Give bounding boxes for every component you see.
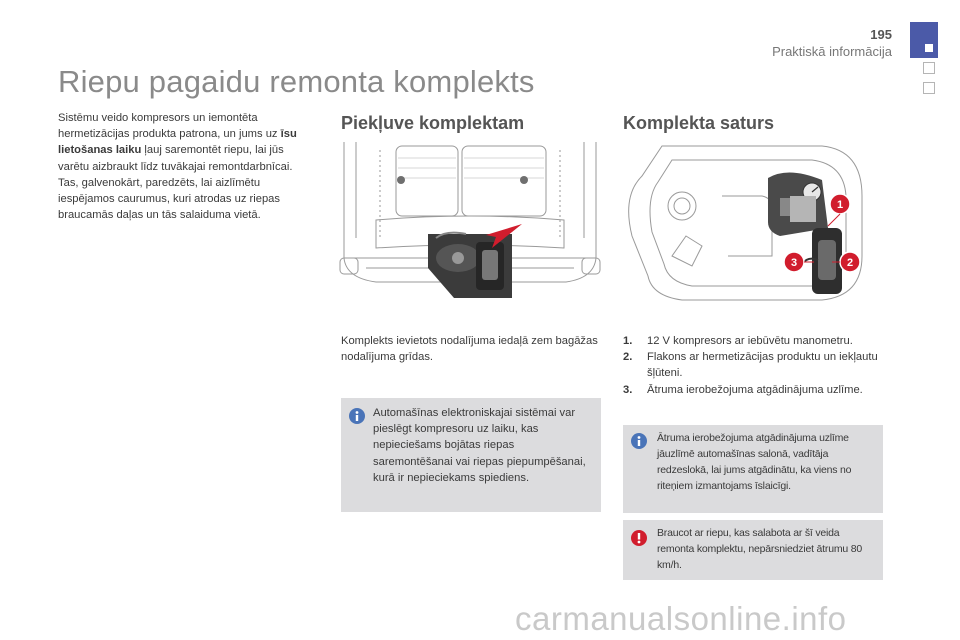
intro-p1-bold: īsu lietošanas laiku	[58, 128, 297, 157]
access-heading: Piekļuve komplektam	[341, 113, 525, 133]
intro-p1-before: Sistēmu veido kompresors un iemontēta hermetizācijas produkta patrona, un jums uz	[58, 112, 281, 141]
item-text: Ātruma ierobežojuma atgādinājuma uzlīme.	[647, 383, 863, 396]
contents-info-text: Ātruma ierobežojuma atgādinājuma uzlīme jāuzlīmē automašīnas salonā, vadītāja redzeslokā, lai jums atgādinātu, ka viens no riteņiem izmantojams īslaicīgi.	[657, 432, 852, 492]
contents-heading: Komplekta saturs	[623, 113, 775, 133]
intro-p2: Tas, galvenokārt, paredzēts, lai aizlīmētu iespējamos caurumus, kuri atrodas uz riepas braucamās daļas un tās salaiduma vietā.	[58, 176, 280, 222]
kit-list	[623, 333, 881, 398]
chapter-tab-empty[interactable]	[923, 62, 935, 74]
callout-2-label: 2	[846, 257, 854, 269]
trunk-illustration	[336, 138, 604, 306]
section-tab[interactable]	[910, 22, 938, 58]
warning-text: Braucot ar riepu, kas salabota ar šī veida remonta komplektu, nepārsniedziet ātrumu 80 km/h.	[657, 527, 863, 571]
info-icon	[631, 433, 647, 449]
intro-p1-after: ļauj saremontēt riepu, lai jūs varētu aizbraukt līdz tuvākajai remontdarbnīcai.	[58, 144, 293, 173]
callout-3-label: 3	[790, 257, 798, 269]
access-info-box	[341, 398, 601, 512]
chapter-tab-empty[interactable]	[923, 82, 935, 94]
page-title: Riepu pagaidu remonta komplekts	[58, 64, 535, 99]
page-number: 195	[870, 27, 892, 42]
intro-text	[58, 110, 308, 223]
item-number: 3.	[623, 383, 633, 396]
item-text: Flakons ar hermetizācijas produktu un iekļautu šļūteni.	[647, 351, 878, 380]
tab-square-icon	[925, 44, 933, 52]
kit-illustration	[612, 136, 868, 312]
list-item	[623, 349, 881, 381]
item-text: 12 V kompresors ar iebūvētu manometru.	[647, 335, 853, 347]
item-number: 1.	[623, 335, 633, 347]
section-title: Praktiskā informācija	[772, 44, 892, 59]
access-text: Komplekts ievietots nodalījuma iedaļā zem bagāžas nodalījuma grīdas.	[341, 335, 598, 364]
callout-1-label: 1	[836, 199, 844, 211]
info-icon	[349, 408, 365, 424]
warning-icon	[631, 530, 647, 546]
warning-box	[623, 520, 883, 580]
item-number: 2.	[623, 351, 633, 364]
list-item	[623, 382, 881, 398]
access-info-text: Automašīnas elektroniskajai sistēmai var pieslēgt kompresoru uz laiku, kas nepieciešams bojātas riepas saremontēšanai vai riepas piepumpēšanai, kurā ir nepieciekams spiediens.	[373, 407, 586, 484]
contents-info-box	[623, 425, 883, 513]
watermark: carmanualsonline.info	[515, 600, 847, 637]
list-item	[623, 333, 881, 349]
